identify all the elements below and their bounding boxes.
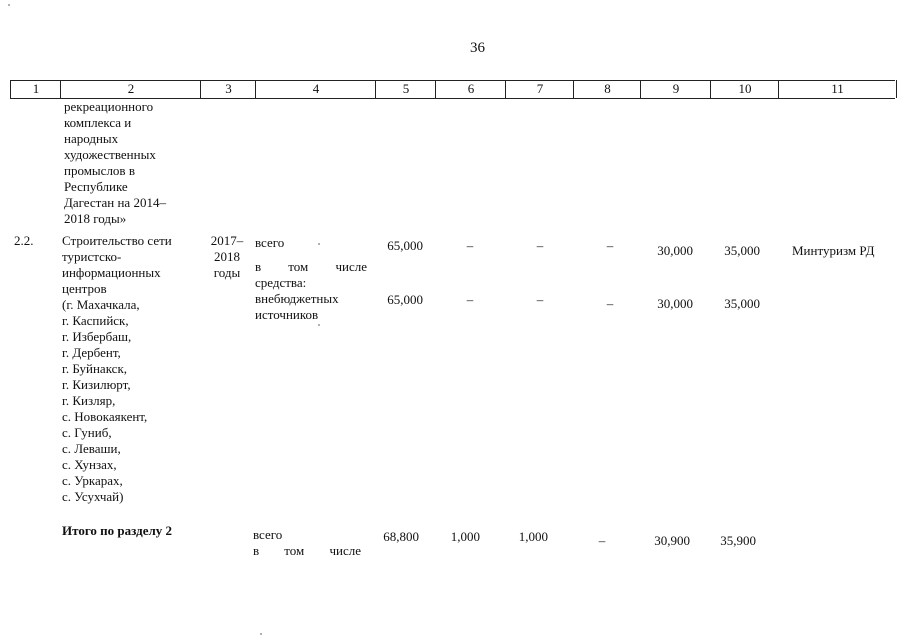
column-header-4: 4 bbox=[255, 80, 376, 98]
row-name-line: центров bbox=[62, 281, 107, 296]
row-extra-col9: 30,000 bbox=[657, 296, 693, 311]
source-including-word: в bbox=[255, 259, 262, 274]
row-name-cell bbox=[62, 233, 200, 505]
source-funds-label: средства: bbox=[255, 275, 307, 290]
source-including-word: числе bbox=[335, 259, 367, 274]
source-including-word: том bbox=[288, 259, 309, 274]
scan-speck bbox=[8, 4, 10, 6]
period-line: 2018 bbox=[214, 249, 240, 264]
row-name-line: г. Кизилюрт, bbox=[62, 377, 131, 392]
row-name-line: с. Новокаякент, bbox=[62, 409, 148, 424]
section-including-word: том bbox=[284, 543, 305, 558]
continuation-line: комплекса и bbox=[64, 115, 132, 130]
column-header-6: 6 bbox=[435, 80, 506, 98]
column-header-5: 5 bbox=[375, 80, 436, 98]
continuation-line: промыслов в bbox=[64, 163, 135, 178]
page-number: 36 bbox=[470, 40, 485, 56]
column-header-11: 11 bbox=[778, 80, 897, 98]
row-name-line: информационных bbox=[62, 265, 161, 280]
row-name-line: Строительство сети bbox=[62, 233, 172, 248]
continuation-line: народных bbox=[64, 131, 119, 146]
row-extra-col8: – bbox=[606, 296, 614, 311]
continuation-line: Дагестан на 2014– bbox=[64, 195, 166, 210]
section-total-col8: – bbox=[598, 533, 606, 548]
section-total-label: Итого по разделу 2 bbox=[62, 523, 173, 538]
row-name-line: с. Леваши, bbox=[62, 441, 121, 456]
section-total-source-label: всего bbox=[253, 527, 283, 542]
row-name-line: с. Уркарах, bbox=[62, 473, 123, 488]
scan-speck bbox=[318, 243, 320, 245]
row-name-line: г. Кизляр, bbox=[62, 393, 116, 408]
row-extra-col7: – bbox=[536, 292, 544, 307]
continuation-cell bbox=[64, 99, 199, 227]
column-header-3: 3 bbox=[200, 80, 256, 98]
row-name-line: с. Гуниб, bbox=[62, 425, 112, 440]
period-line: 2017– bbox=[210, 233, 244, 248]
section-total-col7: 1,000 bbox=[518, 529, 548, 544]
row-extra-col6: – bbox=[466, 292, 474, 307]
column-header-1: 1 bbox=[10, 80, 61, 98]
row-number: 2.2. bbox=[14, 233, 34, 248]
period-cell bbox=[203, 233, 251, 281]
column-header-8: 8 bbox=[573, 80, 641, 98]
continuation-line: художественных bbox=[64, 147, 156, 162]
section-total-including-label bbox=[253, 543, 361, 559]
column-header-7: 7 bbox=[505, 80, 574, 98]
section-including-word: в bbox=[253, 543, 260, 558]
row-executor: Минтуризм РД bbox=[792, 243, 875, 258]
row-extra-col5: 65,000 bbox=[387, 292, 423, 307]
column-header-9: 9 bbox=[640, 80, 711, 98]
source-including-label bbox=[255, 259, 367, 275]
section-total-col10: 35,900 bbox=[720, 533, 756, 548]
row-total-col6: – bbox=[466, 238, 474, 253]
row-name-line: с. Усухчай) bbox=[62, 489, 124, 504]
scan-speck bbox=[318, 324, 320, 326]
continuation-line: рекреационного bbox=[64, 99, 154, 114]
section-total-col5: 68,800 bbox=[383, 529, 419, 544]
column-header-10: 10 bbox=[710, 80, 779, 98]
row-name-line: г. Избербаш, bbox=[62, 329, 132, 344]
row-total-col10: 35,000 bbox=[724, 243, 760, 258]
row-total-col8: – bbox=[606, 238, 614, 253]
row-name-line: г. Буйнакск, bbox=[62, 361, 128, 376]
row-total-col9: 30,000 bbox=[657, 243, 693, 258]
row-name-line: г. Дербент, bbox=[62, 345, 121, 360]
source-extra-budget-label bbox=[255, 291, 339, 323]
continuation-line: 2018 годы» bbox=[64, 211, 127, 226]
row-name-line: с. Хунзах, bbox=[62, 457, 117, 472]
row-name-line: (г. Махачкала, bbox=[62, 297, 140, 312]
source-extra-line: источников bbox=[255, 307, 319, 322]
row-total-col7: – bbox=[536, 238, 544, 253]
section-including-word: числе bbox=[329, 543, 361, 558]
source-total-label: всего bbox=[255, 235, 285, 250]
row-name-line: г. Каспийск, bbox=[62, 313, 129, 328]
section-total-col6: 1,000 bbox=[450, 529, 480, 544]
period-line: годы bbox=[213, 265, 241, 280]
row-extra-col10: 35,000 bbox=[724, 296, 760, 311]
section-total-col9: 30,900 bbox=[654, 533, 690, 548]
source-extra-line: внебюджетных bbox=[255, 291, 339, 306]
row-name-line: туристско- bbox=[62, 249, 122, 264]
column-header-2: 2 bbox=[60, 80, 201, 98]
continuation-line: Республике bbox=[64, 179, 128, 194]
scan-speck bbox=[260, 633, 262, 635]
row-total-col5: 65,000 bbox=[387, 238, 423, 253]
